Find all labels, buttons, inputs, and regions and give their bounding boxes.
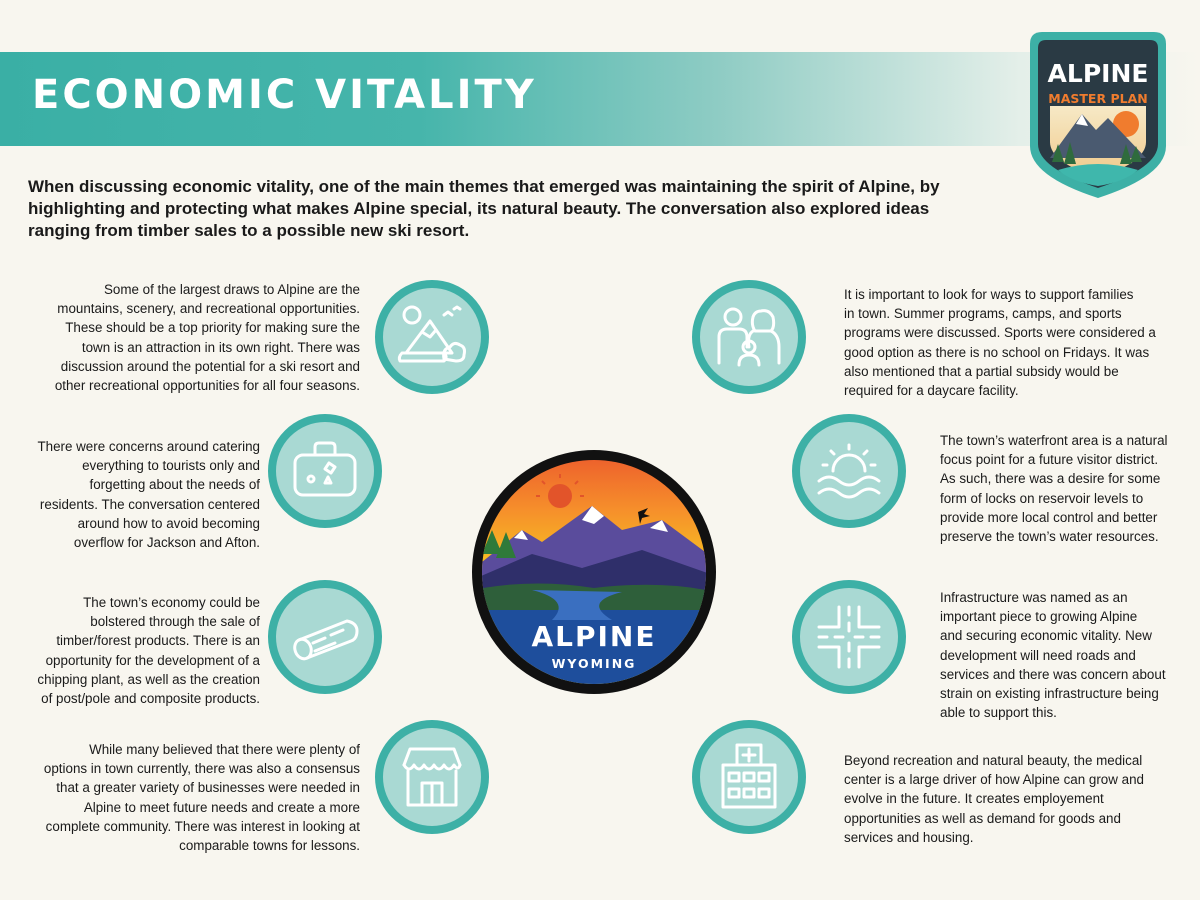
intersection-icon	[792, 580, 906, 694]
blurb-waterfront: The town’s waterfront area is a natural focus point for a future visitor district. As such, there was a desire for some form of locks on reservoir levels to provide more local control and better preserve the town’s water resources.	[940, 433, 1168, 545]
blurb-businesses: While many believed that there were plenty of options in town currently, there was also a consensus that a greater variety of businesses were needed in Alpine to meet future needs and create a more complete community. There was interest in looking at comparable towns for lessons.	[43, 742, 360, 854]
log-icon	[268, 580, 382, 694]
sun-water-icon	[792, 414, 906, 528]
intro-paragraph: When discussing economic vitality, one of the main themes that emerged was maintaining the spirit of Alpine, by highlighting and protecting what makes Alpine special, its natural beauty. The conversation also explored ideas ranging from timber sales to a possible new ski resort.	[28, 177, 940, 240]
storefront-icon	[375, 720, 489, 834]
badge-subtitle: MASTER PLAN	[1048, 91, 1148, 106]
blurb-families: It is important to look for ways to support families in town. Summer programs, camps, and sports programs were discussed. Sports were considered a good option as there is no school on Fridays. It was also mentioned that a partial subsidy would be required for a daycare facility.	[844, 287, 1156, 399]
blurb-recreation: Some of the largest draws to Alpine are the mountains, scenery, and recreational opportunities. These should be a top priority for making sure the town is an attraction in its own right. There was discussion around the potential for a ski resort and other recreational opportunities for all four seasons.	[54, 282, 360, 394]
hospital-icon	[692, 720, 806, 834]
logo-name: ALPINE	[531, 620, 657, 653]
page-title: ECONOMIC VITALITY	[32, 72, 537, 118]
mountain-recreation-icon	[375, 280, 489, 394]
badge-title: ALPINE	[1047, 59, 1149, 88]
header-banner	[0, 52, 1200, 146]
alpine-wyoming-logo	[472, 450, 716, 694]
suitcase-icon	[268, 414, 382, 528]
blurb-infrastructure: Infrastructure was named as an important piece to growing Alpine and securing economic vitality. New development will need roads and services and there was concern about strain on existing infrastructure being able to support this.	[940, 590, 1166, 721]
blurb-medical: Beyond recreation and natural beauty, the medical center is a large driver of how Alpine can grow and evolve in the future. It creates employement opportunities as well as demand for goods and services and housing.	[844, 753, 1144, 845]
blurb-tourism: There were concerns around catering everything to tourists only and forgetting about the needs of residents. The conversation centered around how to avoid becoming overflow for Jackson and Afton.	[37, 439, 260, 551]
logo-subtitle: WYOMING	[551, 656, 637, 671]
family-icon	[692, 280, 806, 394]
master-plan-badge	[1024, 26, 1172, 202]
blurb-timber: The town’s economy could be bolstered through the sale of timber/forest products. There is an opportunity for the development of a chipping plant, as well as the creation of post/pole and composite products.	[37, 595, 260, 707]
